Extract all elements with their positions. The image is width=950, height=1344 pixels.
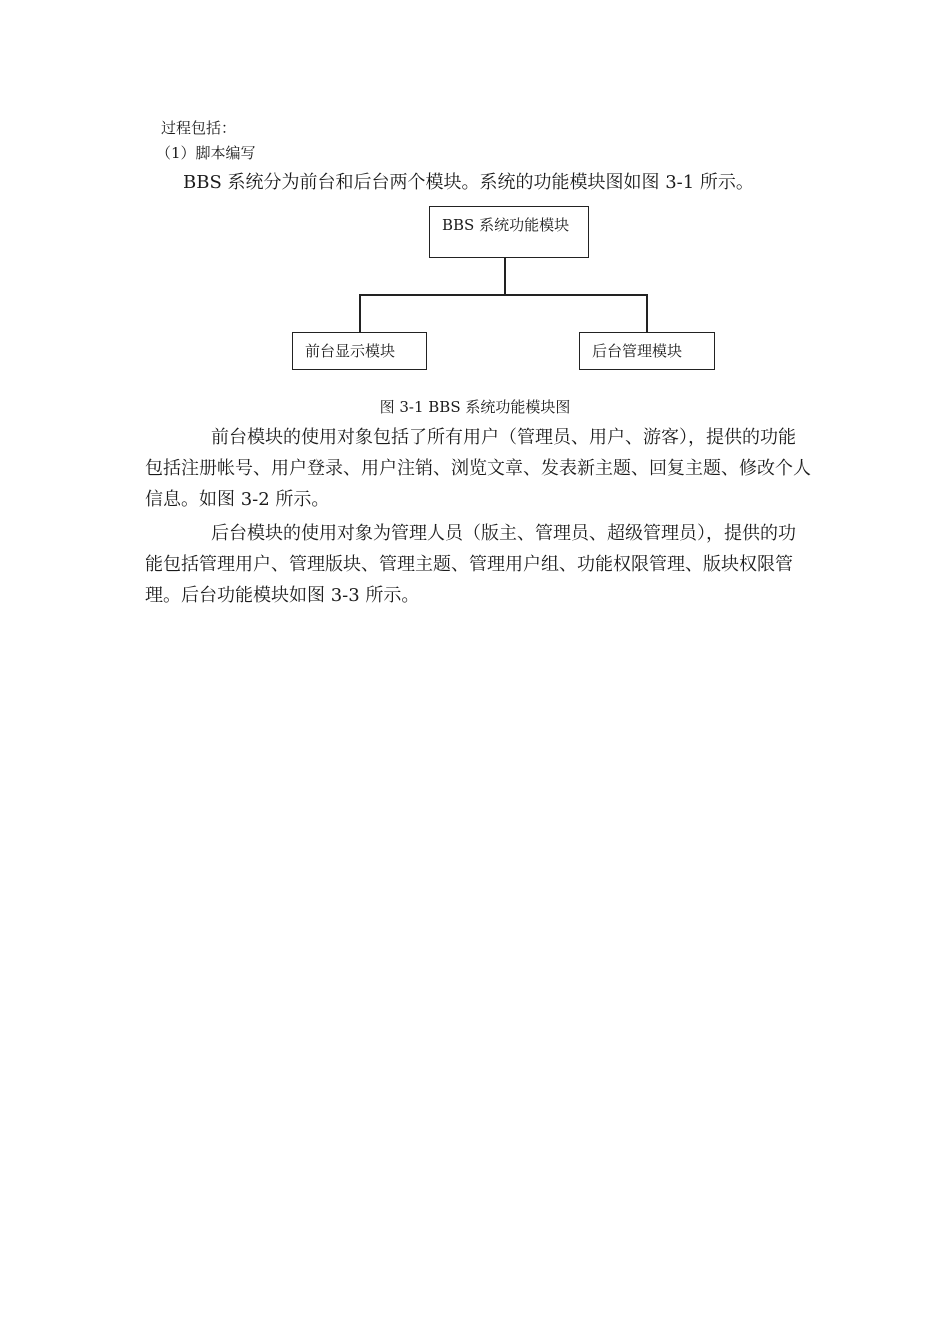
paragraph-backend [145, 518, 807, 611]
paragraph-line: 后台模块的使用对象为管理人员（版主、管理员、超级管理员），提供的功 [211, 523, 796, 544]
paragraph-line: 信息。如图 3-2 所示。 [145, 489, 330, 510]
paragraph-line: 前台模块的使用对象包括了所有用户（管理员、用户、游客），提供的功能 [211, 427, 796, 448]
diagram-connector-horizontal [359, 294, 648, 296]
script-writing-heading: （1）脚本编写 [156, 144, 256, 162]
paragraph-line: 能包括管理用户、管理版块、管理主题、管理用户组、功能权限管理、版块权限管 [145, 554, 793, 575]
figure-caption: 图 3-1 BBS 系统功能模块图 [379, 398, 571, 416]
diagram-connector-right [646, 294, 648, 332]
diagram-back-module-box [579, 332, 715, 370]
diagram-front-module-box [292, 332, 427, 370]
diagram-connector-left [359, 294, 361, 332]
diagram-root-label: BBS 系统功能模块 [442, 216, 570, 234]
paragraph-frontend [145, 422, 811, 515]
diagram-connector-root [504, 258, 506, 295]
diagram-front-module-label: 前台显示模块 [305, 342, 396, 360]
paragraph-line: 包括注册帐号、用户登录、用户注销、浏览文章、发表新主题、回复主题、修改个人 [145, 458, 811, 479]
diagram-root-box [429, 206, 589, 258]
process-heading: 过程包括： [161, 119, 237, 137]
diagram-back-module-label: 后台管理模块 [592, 342, 683, 360]
intro-sentence: BBS 系统分为前台和后台两个模块。系统的功能模块图如图 3-1 所示。 [183, 172, 754, 193]
paragraph-line: 理。后台功能模块如图 3-3 所示。 [145, 585, 420, 606]
